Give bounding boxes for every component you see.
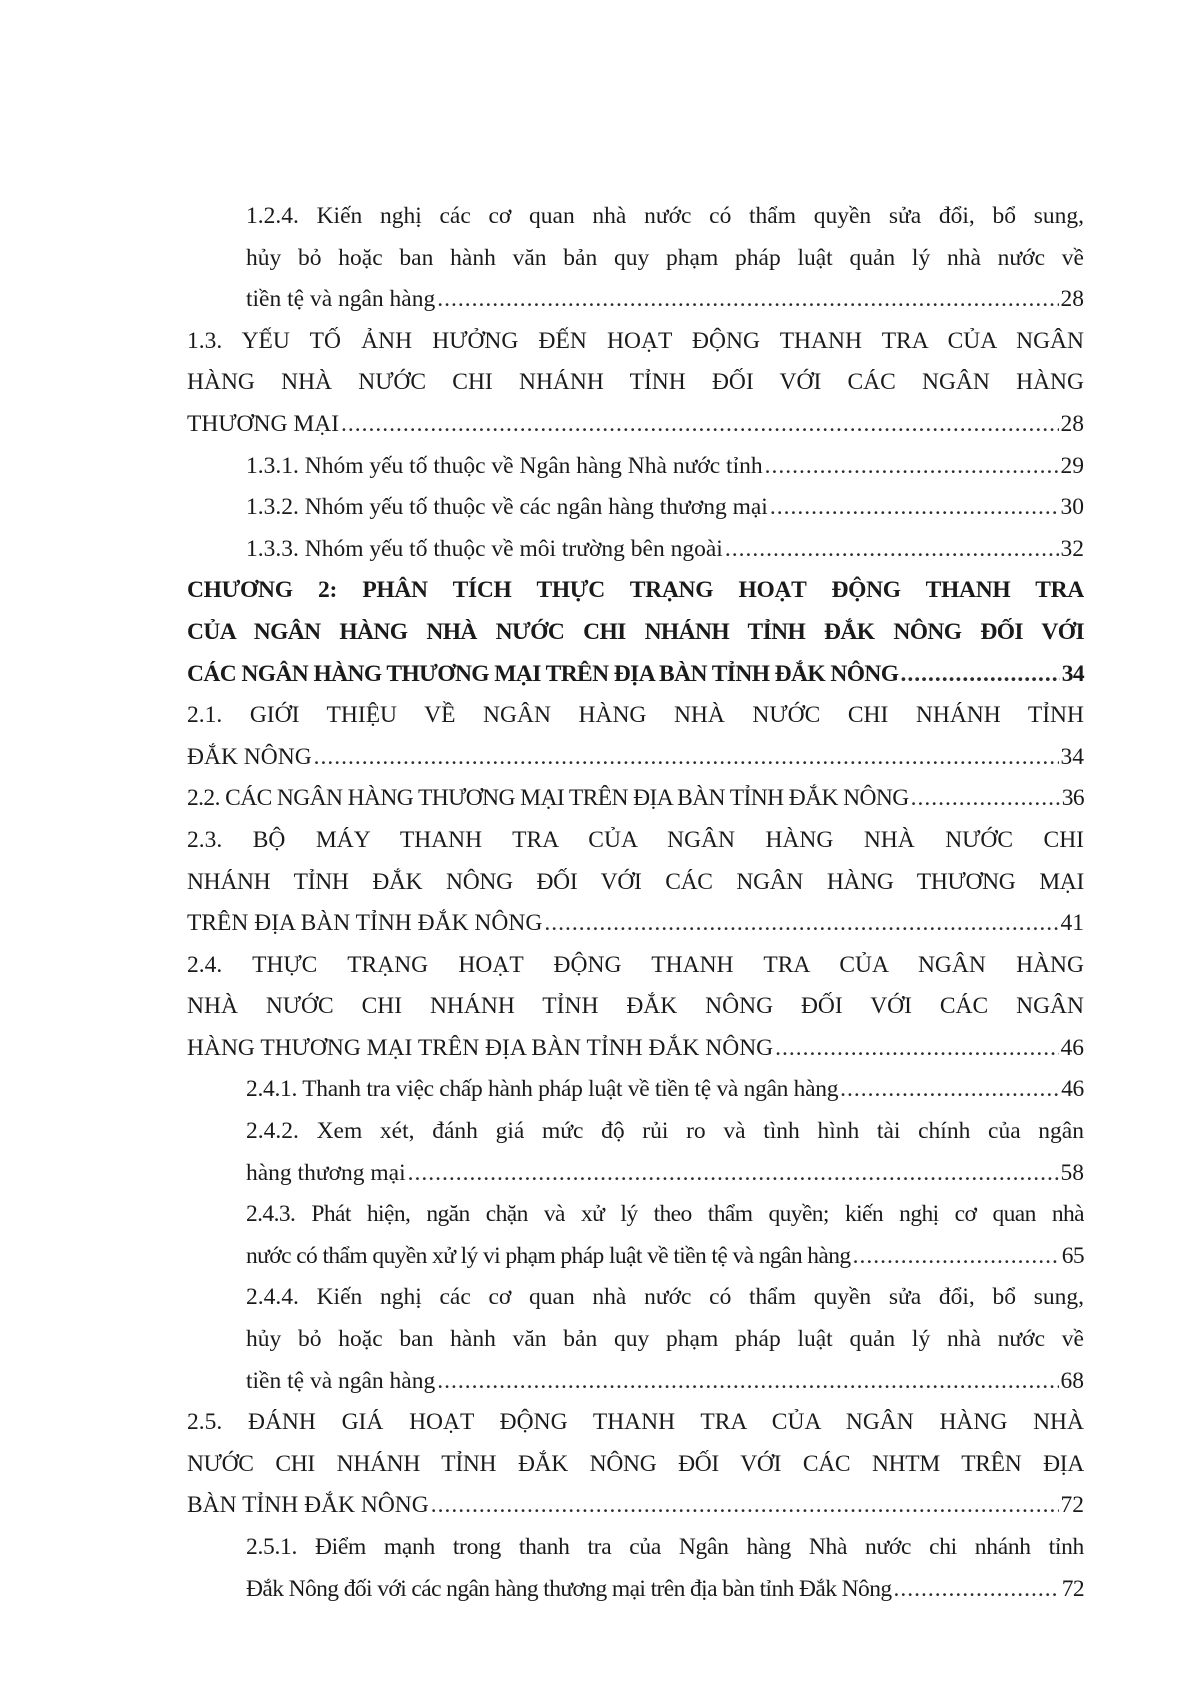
toc-entry-text: nước có thẩm quyền xử lý vi phạm pháp luật về tiền tệ và ngân hàng: [246, 1242, 851, 1269]
toc-entry-text: tiền tệ và ngân hàng: [246, 286, 436, 313]
toc-entry-2-4-4[interactable]: [187, 1277, 1084, 1402]
dot-leader: [853, 1236, 1060, 1278]
toc-page-number: 68: [1060, 1367, 1084, 1394]
toc-entry-text: tiền tệ và ngân hàng: [246, 1367, 436, 1394]
toc-entry-text: 2.4. THỰC TRẠNG HOẠT ĐỘNG THANH TRA CỦA NGÂN HÀNG: [187, 951, 1084, 978]
toc-entry-1-3-3[interactable]: [187, 529, 1084, 571]
toc-page-number: 65: [1061, 1242, 1084, 1269]
toc-entry-1-2-4[interactable]: [187, 196, 1084, 321]
toc-entry-text: hủy bỏ hoặc ban hành văn bản quy phạm pháp luật quản lý nhà nước về: [246, 244, 1084, 271]
dot-leader: [408, 1153, 1059, 1195]
toc-entry-text: HÀNG THƯƠNG MẠI TRÊN ĐỊA BÀN TỈNH ĐẮK NÔNG: [187, 1034, 774, 1061]
toc-entry-1-3-2[interactable]: [187, 487, 1084, 529]
dot-leader: [437, 279, 1058, 321]
toc-entry-text: THƯƠNG MẠI: [187, 410, 340, 437]
toc-page-number: 28: [1060, 410, 1084, 437]
toc-entry-text: 1.2.4. Kiến nghị các cơ quan nhà nước có thẩm quyền sửa đổi, bổ sung,: [246, 203, 1084, 229]
toc-entry-2-4-1[interactable]: [187, 1069, 1084, 1111]
table-of-contents: [187, 196, 1084, 1610]
toc-page-number: 46: [1061, 1076, 1084, 1103]
toc-entry-text: CHƯƠNG 2: PHÂN TÍCH THỰC TRẠNG HOẠT ĐỘNG THANH TRA: [187, 577, 1084, 604]
toc-entry-text: NHÁNH TỈNH ĐẮK NÔNG ĐỐI VỚI CÁC NGÂN HÀNG THƯƠNG MẠI: [187, 868, 1084, 895]
toc-entry-text: hủy bỏ hoặc ban hành văn bản quy phạm pháp luật quản lý nhà nước về: [246, 1326, 1084, 1353]
dot-leader: [314, 737, 1059, 779]
toc-entry-text: 2.4.2. Xem xét, đánh giá mức độ rủi ro và tình hình tài chính của ngân: [246, 1118, 1084, 1145]
toc-entry-text: ĐẮK NÔNG: [187, 743, 312, 770]
toc-entry-2-5-1[interactable]: [187, 1527, 1084, 1610]
toc-entry-text: 2.3. BỘ MÁY THANH TRA CỦA NGÂN HÀNG NHÀ NƯỚC CHI: [187, 826, 1084, 853]
toc-page-number: 30: [1060, 494, 1084, 521]
toc-entry-text: HÀNG NHÀ NƯỚC CHI NHÁNH TỈNH ĐỐI VỚI CÁC NGÂN HÀNG: [187, 369, 1084, 396]
dot-leader: [840, 1069, 1059, 1111]
toc-entry-text: NƯỚC CHI NHÁNH TỈNH ĐẮK NÔNG ĐỐI VỚI CÁC NHTM TRÊN ĐỊA: [187, 1450, 1084, 1477]
dot-leader: [765, 446, 1059, 488]
toc-entry-2-5[interactable]: [187, 1402, 1084, 1527]
toc-entry-1-3-1[interactable]: [187, 446, 1084, 488]
toc-page-number: 46: [1060, 1034, 1084, 1061]
dot-leader: [544, 903, 1058, 945]
toc-page-number: 36: [1061, 785, 1084, 812]
dot-leader: [911, 778, 1060, 820]
dot-leader: [894, 1569, 1060, 1611]
toc-page-number: 34: [1060, 743, 1084, 770]
toc-entry-text: hàng thương mại: [246, 1159, 406, 1186]
toc-entry-2-4-3[interactable]: [187, 1194, 1084, 1277]
toc-page-number: 72: [1060, 1492, 1084, 1519]
toc-page-number: 34: [1061, 660, 1084, 687]
toc-entry-text: CÁC NGÂN HÀNG THƯƠNG MẠI TRÊN ĐỊA BÀN TỈNH ĐẮK NÔNG: [187, 660, 899, 687]
toc-entry-2-1[interactable]: [187, 695, 1084, 778]
toc-entry-text: 1.3.1. Nhóm yếu tố thuộc về Ngân hàng Nhà nước tỉnh: [246, 452, 763, 479]
dot-leader: [431, 1485, 1059, 1527]
toc-entry-2-2[interactable]: [187, 778, 1084, 820]
dot-leader: [725, 529, 1059, 571]
toc-entry-text: CỦA NGÂN HÀNG NHÀ NƯỚC CHI NHÁNH TỈNH ĐẮK NÔNG ĐỐI VỚI: [187, 618, 1084, 645]
toc-page-number: 72: [1061, 1575, 1084, 1602]
toc-page-number: 29: [1060, 452, 1084, 479]
toc-entry-text: 2.4.3. Phát hiện, ngăn chặn và xử lý theo thẩm quyền; kiến nghị cơ quan nhà: [246, 1201, 1084, 1228]
toc-entry-text: Đắk Nông đối với các ngân hàng thương mại trên địa bàn tỉnh Đắk Nông: [246, 1575, 892, 1602]
dot-leader: [437, 1361, 1058, 1403]
toc-entry-1-3[interactable]: [187, 321, 1084, 446]
dot-leader: [341, 404, 1058, 446]
toc-page-number: 32: [1060, 535, 1084, 562]
toc-page-number: 58: [1060, 1159, 1084, 1186]
toc-entry-text: 2.2. CÁC NGÂN HÀNG THƯƠNG MẠI TRÊN ĐỊA BÀN TỈNH ĐẮK NÔNG: [187, 785, 909, 812]
toc-entry-text: 2.4.1. Thanh tra việc chấp hành pháp luật về tiền tệ và ngân hàng: [246, 1076, 839, 1103]
toc-entry-text: 1.3.2. Nhóm yếu tố thuộc về các ngân hàng thương mại: [246, 494, 768, 521]
toc-entry-text: 1.3.3. Nhóm yếu tố thuộc về môi trường bên ngoài: [246, 535, 723, 562]
toc-page-number: 41: [1060, 910, 1084, 937]
toc-entry-text: NHÀ NƯỚC CHI NHÁNH TỈNH ĐẮK NÔNG ĐỐI VỚI CÁC NGÂN: [187, 993, 1084, 1020]
toc-page-number: 28: [1060, 286, 1084, 313]
toc-entry-text: TRÊN ĐỊA BÀN TỈNH ĐẮK NÔNG: [187, 910, 543, 937]
toc-entry-text: 2.5.1. Điểm mạnh trong thanh tra của Ngân hàng Nhà nước chi nhánh tỉnh: [246, 1534, 1084, 1560]
toc-entry-chapter-2[interactable]: [187, 570, 1084, 695]
toc-entry-text: 2.5. ĐÁNH GIÁ HOẠT ĐỘNG THANH TRA CỦA NGÂN HÀNG NHÀ: [187, 1409, 1084, 1436]
dot-leader: [775, 1028, 1058, 1070]
toc-entry-text: 1.3. YẾU TỐ ẢNH HƯỞNG ĐẾN HOẠT ĐỘNG THANH TRA CỦA NGÂN: [187, 327, 1084, 354]
toc-entry-text: BÀN TỈNH ĐẮK NÔNG: [187, 1492, 429, 1519]
toc-entry-2-4-2[interactable]: [187, 1111, 1084, 1194]
toc-entry-text: 2.1. GIỚI THIỆU VỀ NGÂN HÀNG NHÀ NƯỚC CHI NHÁNH TỈNH: [187, 702, 1084, 729]
dot-leader: [770, 487, 1059, 529]
toc-entry-2-3[interactable]: [187, 820, 1084, 945]
toc-entry-2-4[interactable]: [187, 945, 1084, 1070]
dot-leader: [900, 654, 1059, 696]
toc-entry-text: 2.4.4. Kiến nghị các cơ quan nhà nước có thẩm quyền sửa đổi, bổ sung,: [246, 1284, 1084, 1311]
